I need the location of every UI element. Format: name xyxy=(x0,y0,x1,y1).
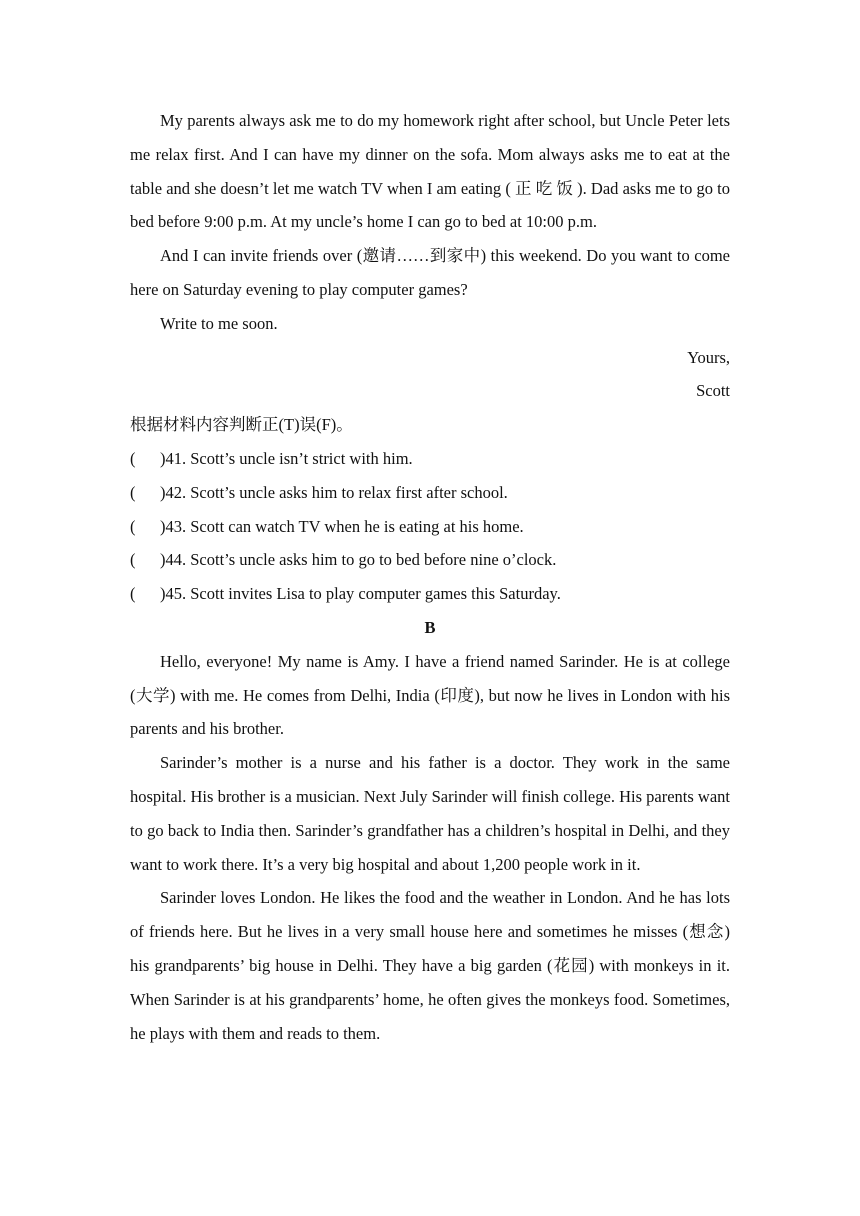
document-page xyxy=(130,104,730,1050)
answer-blank[interactable]: ( xyxy=(130,516,136,536)
letter-closing: Yours, xyxy=(687,347,730,367)
question-text: )42. Scott’s uncle asks him to relax first after school. xyxy=(160,482,508,502)
instructions: 根据材料内容判断正(T)误(F)。 xyxy=(130,415,353,435)
question-text: )44. Scott’s uncle asks him to go to bed before nine o’clock. xyxy=(160,550,557,570)
answer-blank[interactable]: ( xyxy=(130,448,136,468)
letter-paragraph-2: And I can invite friends over (邀请……到家中) this weekend. Do you want to come here on Saturday evening to play computer games? xyxy=(130,246,730,299)
letter-paragraph-3: Write to me soon. xyxy=(160,313,278,333)
answer-blank[interactable]: ( xyxy=(130,550,136,570)
passage-b-paragraph-1: Hello, everyone! My name is Amy. I have a friend named Sarinder. He is at college (大学) with me. He comes from Delhi, India (印度), but now he lives in London with his parents and his brother. xyxy=(130,651,730,739)
section-heading: B xyxy=(424,617,436,637)
passage-b-paragraph-2: Sarinder’s mother is a nurse and his father is a doctor. They work in the same hospital. His brother is a musician. Next July Sarinder will finish college. His parents want to go back to India then. Sarinder’s grandfather has a children’s hospital in Delhi, and they want to work there. It’s a very big hospital and about 1,200 people work in it. xyxy=(130,753,730,874)
answer-blank[interactable]: ( xyxy=(130,482,136,502)
question-45 xyxy=(130,577,730,611)
question-text: )43. Scott can watch TV when he is eating at his home. xyxy=(160,516,524,536)
letter-paragraph-1: My parents always ask me to do my homework right after school, but Uncle Peter lets me relax first. And I can have my dinner on the sofa. Mom always asks me to eat at the table and she doesn’t let me watch TV when I am eating ( 正 吃 饭 ). Dad asks me to go to bed before 9:00 p.m. At my uncle’s home I can go to bed at 10:00 p.m. xyxy=(130,111,730,232)
letter-signature: Scott xyxy=(696,381,730,401)
question-43 xyxy=(130,510,730,544)
passage-b-paragraph-3: Sarinder loves London. He likes the food and the weather in London. And he has lots of friends here. But he lives in a very small house here and sometimes he misses (想念) his grandparents’ big house in Delhi. They have a big garden (花园) with monkeys in it. When Sarinder is at his grandparents’ home, he often gives the monkeys food. Sometimes, he plays with them and reads to them. xyxy=(130,888,730,1043)
question-text: )45. Scott invites Lisa to play computer games this Saturday. xyxy=(160,584,561,604)
question-41 xyxy=(130,442,730,476)
answer-blank[interactable]: ( xyxy=(130,584,136,604)
question-text: )41. Scott’s uncle isn’t strict with him. xyxy=(160,448,413,468)
question-42 xyxy=(130,476,730,510)
question-list xyxy=(130,442,730,611)
question-44 xyxy=(130,543,730,577)
